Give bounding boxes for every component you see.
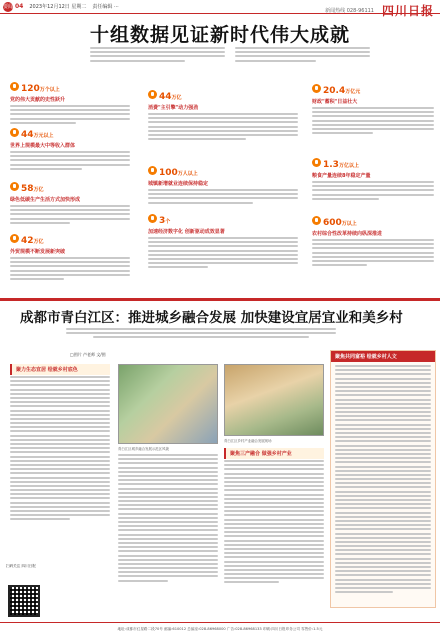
feature-photo <box>224 364 324 436</box>
stat-number: 3 <box>159 216 166 226</box>
stat-block <box>312 210 434 268</box>
photo-caption: 青白江区乡村产业融合发展现场 <box>224 439 272 443</box>
stat-unit: 万亿 <box>171 95 182 101</box>
stat-unit: 万个以上 <box>39 87 60 93</box>
article-column <box>10 376 110 523</box>
section-divider <box>0 298 440 301</box>
feature-byline: □图片 卢老师 文/图 <box>70 352 106 357</box>
stat-number: 1.3 <box>323 160 339 170</box>
stat-caption: 绿色低碳生产生活方式加快形成 <box>10 197 81 203</box>
stat-number: 100 <box>159 168 178 178</box>
stat-number: 20.4 <box>323 86 346 96</box>
stat-block <box>10 76 130 126</box>
stat-unit: 个 <box>165 219 171 225</box>
stat-number: 42 <box>21 236 34 246</box>
stat-number: 44 <box>159 92 172 102</box>
stat-icon <box>10 128 19 137</box>
masthead-area <box>325 2 434 19</box>
stat-unit: 万人以上 <box>177 171 198 177</box>
stat-icon <box>312 158 321 167</box>
stat-unit: 万亿以上 <box>338 163 359 169</box>
page-number: 04 <box>15 3 24 10</box>
sidebar-box <box>330 350 436 608</box>
section-badge: 要闻 <box>3 2 13 12</box>
stat-unit: 万以上 <box>341 221 357 227</box>
stat-block <box>312 78 434 136</box>
qr-code[interactable] <box>8 585 40 617</box>
feature-headline: 成都市青白江区：推进城乡融合发展 加快建设宜居宜业和美乡村 <box>20 310 403 326</box>
stat-block <box>148 208 298 271</box>
subhead: 聚力生态宜居 绘就乡村底色 <box>10 364 110 375</box>
page-headline: 十组数据见证新时代伟大成就 <box>89 24 350 46</box>
page-footer: 地址:成都市红星路二段70号 邮编:610012 总编室:028-86968000 广告:028-86968133 印刷:四川日报印务公司 零售价:1.5元 <box>0 622 440 635</box>
stat-caption: 农村综合性改革持续向纵深推进 <box>312 231 383 237</box>
stat-icon <box>148 214 157 223</box>
stat-block <box>10 122 130 172</box>
stat-icon <box>148 166 157 175</box>
article-column <box>118 454 218 584</box>
stat-icon <box>10 234 19 243</box>
stat-icon <box>312 84 321 93</box>
stat-block <box>148 160 298 206</box>
stat-caption: 城镇新增就业连续保持稳定 <box>148 181 209 187</box>
masthead-logo: 四川日报 <box>381 4 434 18</box>
article-column <box>224 460 324 586</box>
stat-icon <box>10 182 19 191</box>
stat-number: 44 <box>21 130 34 140</box>
stat-icon <box>148 90 157 99</box>
stat-unit: 万亿元 <box>345 89 361 95</box>
stat-caption: 世界上规模最大中等收入群体 <box>10 143 76 149</box>
stat-caption: 粮食产量连续8年稳定产量 <box>312 173 371 179</box>
stat-caption: 财政"蓄积"日益壮大 <box>312 99 358 105</box>
stat-block <box>148 84 298 142</box>
qr-caption: 扫码关注 四川日报 <box>6 564 36 568</box>
stat-unit: 万亿 <box>33 239 44 245</box>
stat-number: 600 <box>323 218 342 228</box>
stat-unit: 万元以上 <box>33 133 54 139</box>
sidebar-title: 聚焦共同富裕 绘就乡村人文 <box>331 351 435 362</box>
hotline: 新闻热线 028-96111 <box>325 8 374 14</box>
stat-block <box>312 152 434 202</box>
stat-caption: 消费"主引擎"动力强劲 <box>148 105 199 111</box>
date-line: 2023年12月12日 星期二 <box>29 4 87 10</box>
feature-photo <box>118 364 218 444</box>
stat-caption: 加速经济数字化 创新驱动成效显著 <box>148 229 225 235</box>
stat-caption: 外贸规模不断发展新突破 <box>10 249 66 255</box>
feature-deck <box>66 328 336 340</box>
stat-number: 120 <box>21 84 40 94</box>
editor-line: 责任编辑 ··· <box>92 4 119 10</box>
stat-caption: 党的伟大贡献的史性跃升 <box>10 97 66 103</box>
stat-icon <box>10 82 19 91</box>
subhead: 聚焦三产融合 做强乡村产业 <box>224 448 324 459</box>
stat-block <box>10 228 130 282</box>
stat-unit: 万亿 <box>33 187 44 193</box>
stat-number: 58 <box>21 184 34 194</box>
stat-block <box>10 176 130 226</box>
lead-paragraph <box>90 47 370 64</box>
stat-icon <box>312 216 321 225</box>
photo-caption: 青白江区城乡融合发展示范区风貌 <box>118 447 169 451</box>
